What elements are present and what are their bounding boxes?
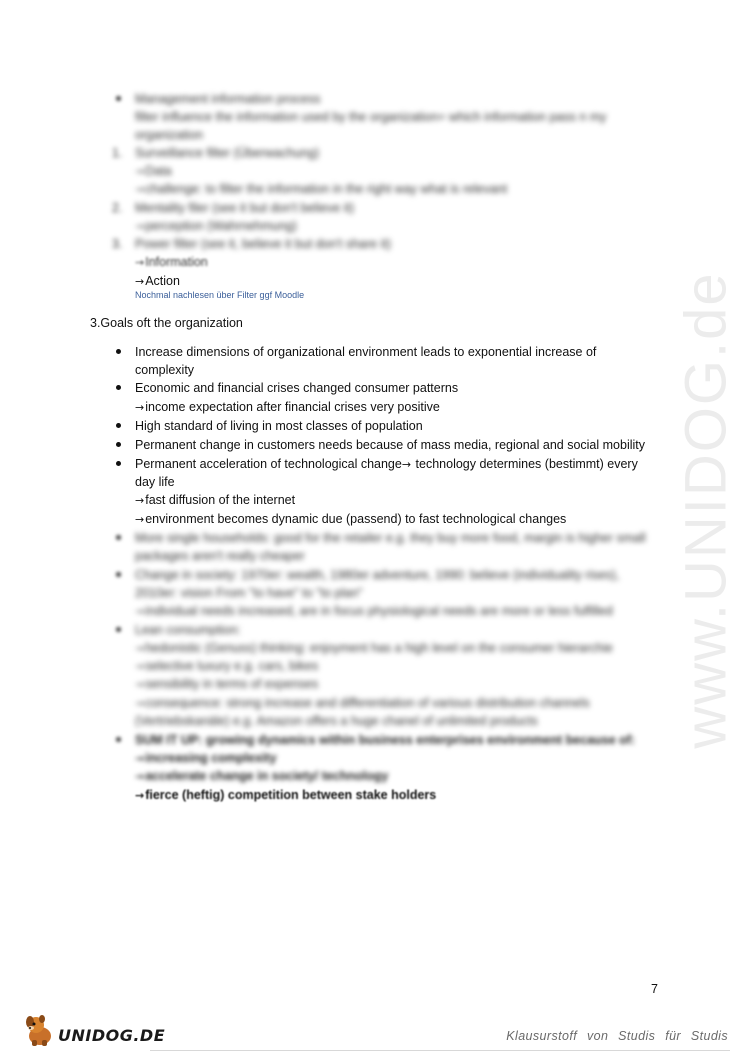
text-line: More single households: good for the retailer e.g. they buy more food, margin is higher small xyxy=(135,531,646,545)
bullet-dot xyxy=(116,627,121,632)
bullet-dot xyxy=(116,423,121,428)
text-line: →individual needs increased, are in focus physiological needs are more or less fulfilled xyxy=(135,604,613,618)
text-line: (Vertriebskanäle) e.g. Amazon offers a huge chanel of unlimited products xyxy=(135,714,538,728)
bullet-dot xyxy=(116,349,121,354)
text-line: filter influence the information used by the organization= which information pass n my xyxy=(135,110,607,124)
text-line: →sensibility in terms of expenses xyxy=(135,677,319,691)
bullet-dot xyxy=(116,442,121,447)
bullet-dot xyxy=(116,461,121,466)
bullet-text: Economic and financial crises changed consumer patterns xyxy=(135,381,459,395)
text-line: →Data xyxy=(135,164,172,178)
text-line: →hedonistic (Genuss) thinking: enjoyment has a high level on the consumer hierarchie xyxy=(135,641,613,655)
bullet-dot xyxy=(116,572,121,577)
text-line: →consequence: strong increase and differentiation of various distribution channels xyxy=(135,696,590,710)
note-link-text: Nochmal nachlesen über Filter ggf Moodle xyxy=(135,290,305,300)
text-line: →selective luxury e.g. cars, bikes xyxy=(135,659,319,673)
watermark: www.UNIDOG.de xyxy=(673,271,739,749)
list-number: 3. xyxy=(112,237,123,251)
footer-divider xyxy=(150,1050,730,1051)
bullet-dot xyxy=(116,737,121,742)
text-line: organization xyxy=(135,128,204,142)
text-line: packages aren't really cheaper xyxy=(135,549,305,563)
text-line: 2010er: vision From "to have" to "to plan" xyxy=(135,586,363,600)
text-line: Change in society: 1970er: wealth, 1980er adventure, 1990: believe (individuality rises), xyxy=(135,568,620,582)
bullet-text: →environment becomes dynamic due (passend) to fast technological changes xyxy=(135,512,567,526)
bullet-text: Increase dimensions of organizational environment leads to exponential increase of xyxy=(135,345,597,359)
bullet-text: →fast diffusion of the internet xyxy=(135,493,296,507)
text-line: Surveillance filter (Überwachung) xyxy=(135,146,320,160)
unidog-logo xyxy=(22,1010,166,1050)
text-line: →fierce (heftig) competition between stake holders xyxy=(135,788,437,802)
bullet-text: →income expectation after financial crises very positive xyxy=(135,400,440,414)
text-line: →Information xyxy=(135,255,208,269)
list-number: 2. xyxy=(112,201,123,215)
section-heading: 3.Goals oft the organization xyxy=(90,316,243,330)
dog-mascot-icon xyxy=(22,1010,62,1050)
text-line: Power filter (see it, believe it but don't share it) xyxy=(135,237,391,251)
bullet-dot xyxy=(116,96,121,101)
text-line: Lean consumption: xyxy=(135,623,241,637)
text-line-action: →Action xyxy=(135,274,180,288)
logo-text: UNIDOG.DE xyxy=(58,1026,166,1045)
bullet-text: day life xyxy=(135,475,175,489)
text-line: Mentality filer (see it but don't believe it) xyxy=(135,201,355,215)
bullet-text: Permanent change in customers needs because of mass media, regional and social mobility xyxy=(135,438,645,452)
bullet-text: Permanent acceleration of technological change→ technology determines (bestimmt) every xyxy=(135,457,638,471)
text-line: →accelerate change in society/ technology xyxy=(135,769,389,783)
text-line: →challenge: to filter the information in the right way what is relevant xyxy=(135,182,508,196)
bullet-dot xyxy=(116,535,121,540)
page-number: 7 xyxy=(651,982,658,996)
text-line: →perception (Wahrnehmung) xyxy=(135,219,297,233)
bullet-text: complexity xyxy=(135,363,195,377)
footer-tagline: Klausurstoff von Studis für Studis xyxy=(506,1029,728,1043)
bullet-dot xyxy=(116,385,121,390)
text-line: →increasing complexity xyxy=(135,751,277,765)
text-line: Management information process xyxy=(135,92,321,106)
list-number: 1. xyxy=(112,146,123,160)
bullet-text: High standard of living in most classes of population xyxy=(135,419,423,433)
text-line: SUM IT UP: growing dynamics within business enterprises environment because of: xyxy=(135,733,636,747)
